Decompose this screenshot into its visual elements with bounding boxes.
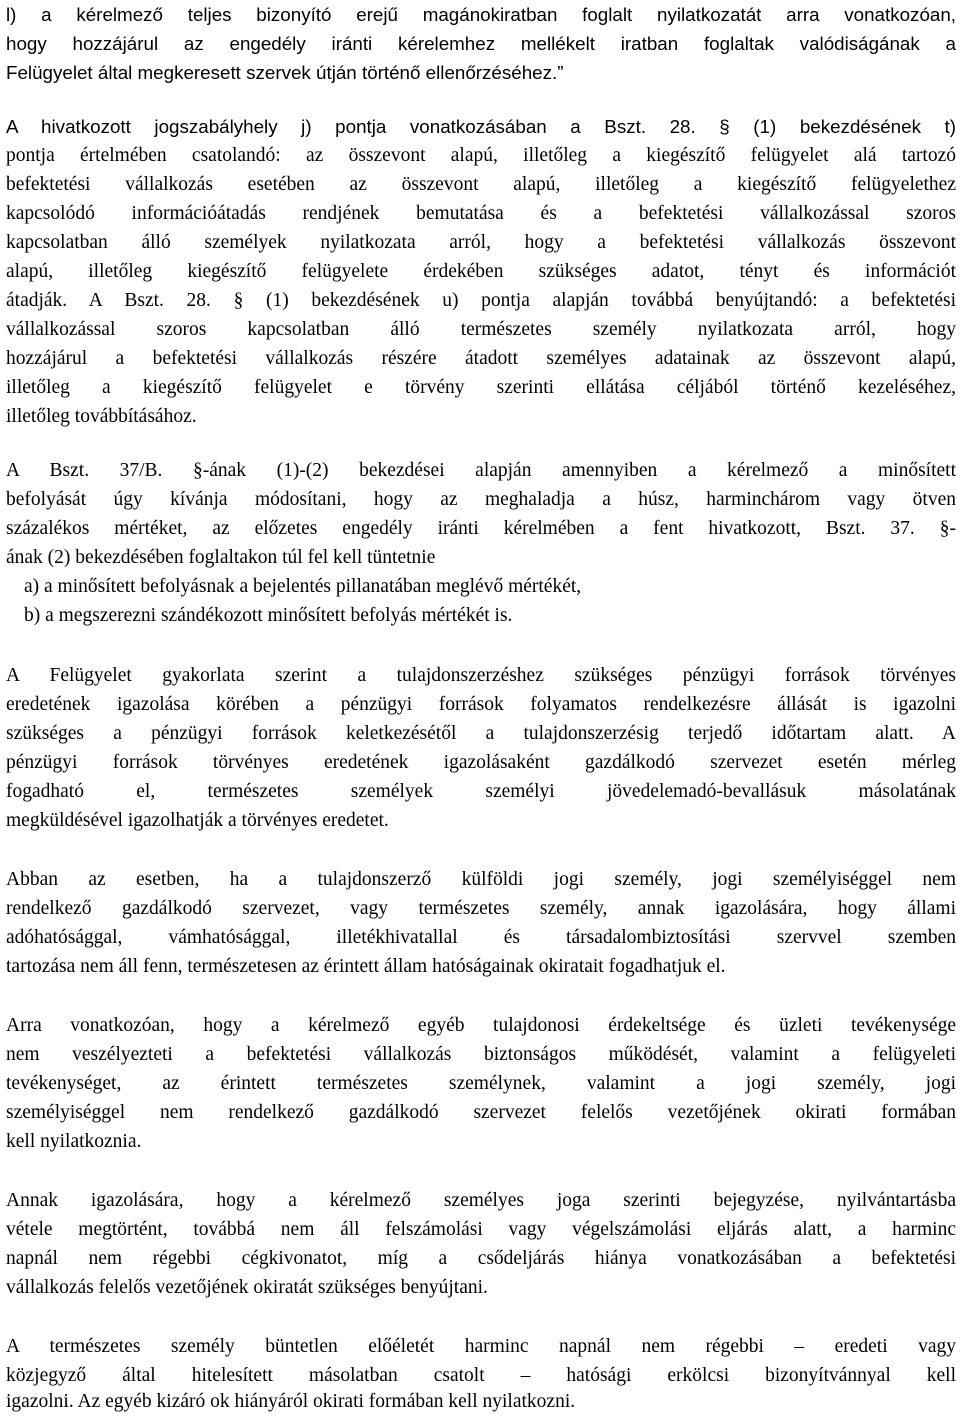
text-line: Felügyelet által megkeresett szervek útján történő ellenőrzéséhez.”: [6, 62, 564, 83]
text-line: megküldésével igazolhatják a törvényes eredetet.: [6, 810, 389, 831]
text-line: tevékenységet, az érintett természetes személynek, valamint a jogi személy, jogi: [6, 1073, 956, 1094]
text-line: közjegyző által hitelesített másolatban csatolt – hatósági erkölcsi bizonyítvánnyal kell: [6, 1365, 956, 1386]
text-line: igazolni. Az egyéb kizáró ok hiányáról okirati formában kell nyilatkozni.: [6, 1391, 576, 1412]
text-line: Arra vonatkozóan, hogy a kérelmező egyéb tulajdonosi érdekeltsége és üzleti tevékenysége: [6, 1015, 956, 1036]
text-line: hogy hozzájárul az engedély iránti kérelemhez mellékelt iratban foglaltak valódiságának a: [6, 33, 956, 54]
text-line: pénzügyi források törvényes eredetének igazolásaként gazdálkodó szervezet esetén mérleg: [6, 752, 956, 773]
text-line: kapcsolatban álló személyek nyilatkozata arról, hogy a befektetési vállalkozás összevont: [6, 232, 956, 253]
text-line: szükséges a pénzügyi források keletkezésétől a tulajdonszerzésig terjedő időtartam alatt. A: [6, 723, 956, 744]
text-line: illetőleg a kiegészítő felügyelet e törvény szerinti ellátása céljából történő kezeléséhez,: [6, 377, 956, 398]
text-line: illetőleg továbbításához.: [6, 406, 197, 427]
text-line: alapú, illetőleg kiegészítő felügyelete érdekében szükséges adatot, tényt és információt: [6, 261, 956, 282]
text-line: rendelkező gazdálkodó szervezet, vagy természetes személy, annak igazolására, hogy állami: [6, 898, 956, 919]
text-line: vállalkozás felelős vezetőjének okiratát szükséges benyújtani.: [6, 1277, 488, 1298]
text-line: kell nyilatkoznia.: [6, 1131, 142, 1152]
text-line: napnál nem régebbi cégkivonatot, míg a csődeljárás hiánya vonatkozásában a befektetési: [6, 1248, 956, 1269]
text-line: adóhatósággal, vámhatósággal, illetékhivatallal és társadalombiztosítási szervvel szemben: [6, 927, 956, 948]
text-line: pontja értelmében csatolandó: az összevont alapú, illetőleg a kiegészítő felügyelet alá tartozó: [6, 145, 956, 166]
list-item-b: b) a megszerezni szándékozott minősített befolyás mértékét is.: [24, 605, 513, 626]
text-line: százalékos mértéket, az előzetes engedély iránti kérelmében a fent hivatkozott, Bszt. 37. §-: [6, 518, 956, 539]
text-line: vétele megtörtént, továbbá nem áll felszámolási vagy végelszámolási eljárás alatt, a harminc: [6, 1219, 956, 1240]
text-line: Annak igazolására, hogy a kérelmező személyes joga szerinti bejegyzése, nyilvántartásba: [6, 1190, 956, 1211]
text-line: személyiséggel nem rendelkező gazdálkodó szervezet felelős vezetőjének okirati formában: [6, 1102, 956, 1123]
text-line: A Bszt. 37/B. §-ának (1)-(2) bekezdései alapján amennyiben a kérelmező a minősített: [6, 460, 956, 481]
list-item-a: a) a minősített befolyásnak a bejelentés pillanatában meglévő mértékét,: [24, 576, 582, 597]
text-line: A természetes személy büntetlen előéletét harminc napnál nem régebbi – eredeti vagy: [6, 1336, 956, 1357]
text-line: kapcsolódó információátadás rendjének bemutatása és a befektetési vállalkozással szoros: [6, 203, 956, 224]
text-line: vállalkozással szoros kapcsolatban álló természetes személy nyilatkozata arról, hogy: [6, 319, 956, 340]
text-line: l) a kérelmező teljes bizonyító erejű magánokiratban foglalt nyilatkozatát arra vonatkozóan,: [6, 4, 956, 25]
text-line: eredetének igazolása körében a pénzügyi források folyamatos rendelkezésre állását is igazolni: [6, 694, 956, 715]
text-line: A Felügyelet gyakorlata szerint a tulajdonszerzéshez szükséges pénzügyi források törvényes: [6, 665, 956, 686]
text-line: tartozása nem áll fenn, természetesen az érintett állam hatóságainak okiratait fogadhatjuk el.: [6, 956, 726, 977]
text-line: átadják. A Bszt. 28. § (1) bekezdésének u) pontja alapján továbbá benyújtandó: a befektetési: [6, 290, 956, 311]
text-line: fogadható el, természetes személyek személyi jövedelemadó-bevallásuk másolatának: [6, 781, 956, 802]
text-line: Abban az esetben, ha a tulajdonszerző külföldi jogi személy, jogi személyiséggel nem: [6, 869, 956, 890]
text-line: befolyását úgy kívánja módosítani, hogy az meghaladja a húsz, harminchárom vagy ötven: [6, 489, 956, 510]
text-line: hozzájárul a befektetési vállalkozás részére átadott személyes adatainak az összevont alapú,: [6, 348, 956, 369]
text-line: A hivatkozott jogszabályhely j) pontja vonatkozásában a Bszt. 28. § (1) bekezdésének t): [6, 116, 956, 137]
text-line: befektetési vállalkozás esetében az összevont alapú, illetőleg a kiegészítő felügyelethez: [6, 174, 956, 195]
text-line: nem veszélyezteti a befektetési vállalkozás biztonságos működését, valamint a felügyeleti: [6, 1044, 956, 1065]
text-line: ának (2) bekezdésében foglaltakon túl fel kell tüntetnie: [6, 547, 436, 568]
